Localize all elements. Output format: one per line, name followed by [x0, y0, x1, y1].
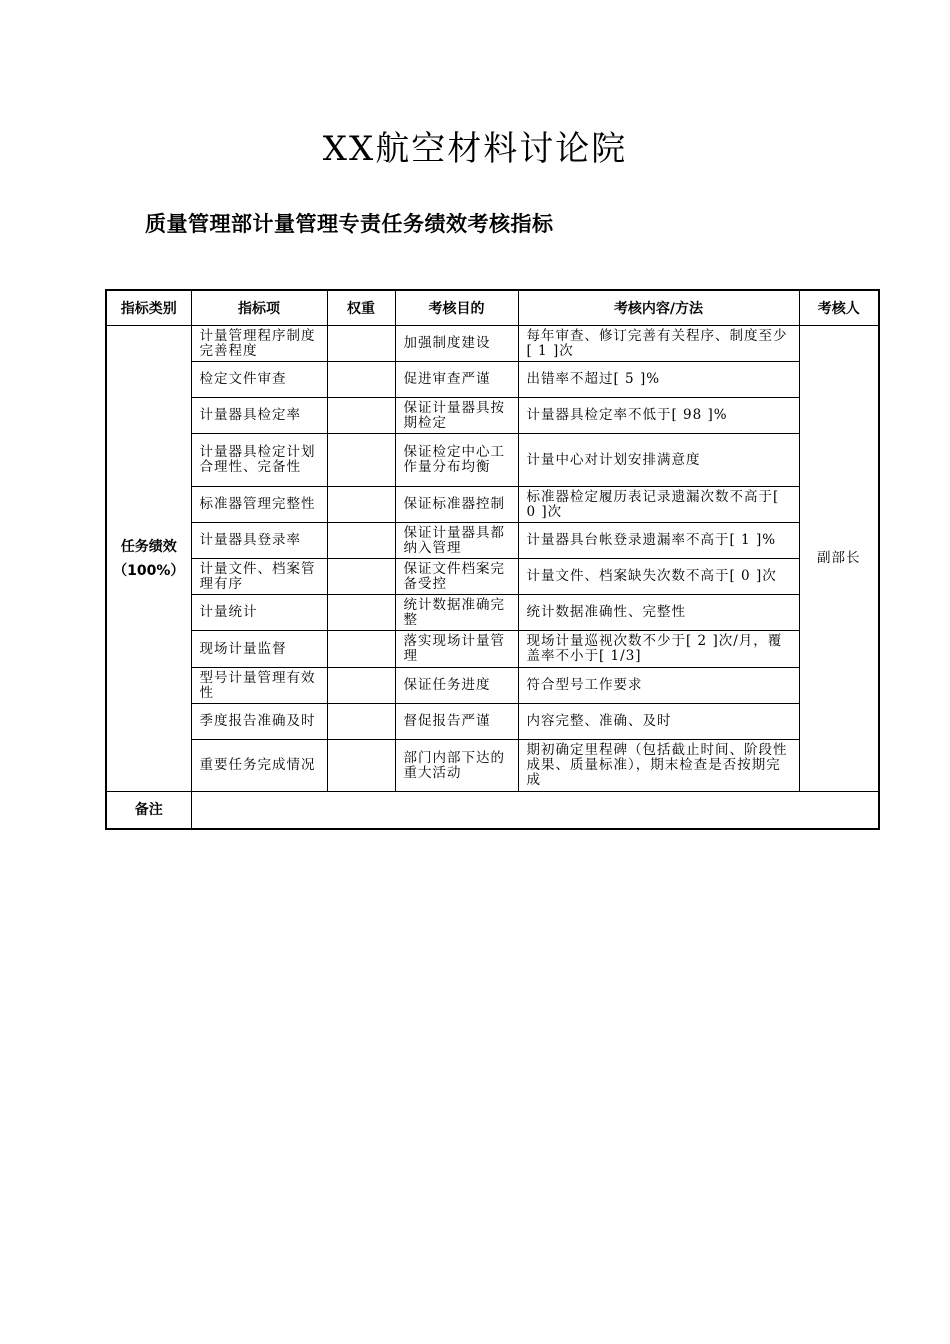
indicator-item: 计量统计 [191, 595, 327, 631]
purpose-cell: 保证任务进度 [395, 668, 518, 704]
method-cell: 内容完整、准确、及时 [518, 704, 799, 740]
table-row [106, 398, 879, 434]
remark-value[interactable] [191, 792, 879, 830]
indicator-item: 计量器具检定计划合理性、完备性 [191, 434, 327, 487]
method-cell: 期初确定里程碑（包括截止时间、阶段性成果、质量标准），期末检查是否按期完成 [518, 740, 799, 792]
weight-cell [327, 559, 395, 595]
indicator-item: 检定文件审查 [191, 362, 327, 398]
header-purpose: 考核目的 [395, 290, 518, 326]
table-row [106, 523, 879, 559]
purpose-cell: 保证计量器具按期检定 [395, 398, 518, 434]
weight-cell [327, 740, 395, 792]
table-row [106, 704, 879, 740]
indicator-item: 重要任务完成情况 [191, 740, 327, 792]
page-title: XX航空材料讨论院 [322, 129, 628, 169]
assessor-cell: 副部长 [799, 326, 879, 792]
purpose-cell: 统计数据准确完整 [395, 595, 518, 631]
weight-cell [327, 668, 395, 704]
purpose-cell: 保证计量器具都纳入管理 [395, 523, 518, 559]
table-row [106, 326, 879, 362]
header-weight: 权重 [327, 290, 395, 326]
purpose-cell: 督促报告严谨 [395, 704, 518, 740]
purpose-cell: 保证检定中心工作量分布均衡 [395, 434, 518, 487]
purpose-cell: 部门内部下达的重大活动 [395, 740, 518, 792]
indicator-item: 标准器管理完整性 [191, 487, 327, 523]
header-item: 指标项 [191, 290, 327, 326]
remark-label: 备注 [106, 792, 191, 830]
weight-cell [327, 326, 395, 362]
purpose-cell: 落实现场计量管理 [395, 631, 518, 668]
table-row [106, 631, 879, 668]
weight-cell [327, 487, 395, 523]
indicator-item: 计量器具检定率 [191, 398, 327, 434]
purpose-cell: 保证标准器控制 [395, 487, 518, 523]
category-cell [106, 326, 191, 792]
table-row [106, 434, 879, 487]
indicator-item: 计量管理程序制度完善程度 [191, 326, 327, 362]
purpose-cell: 促进审查严谨 [395, 362, 518, 398]
indicator-item: 型号计量管理有效性 [191, 668, 327, 704]
remark-row [106, 792, 879, 830]
method-cell: 计量器具台帐登录遗漏率不高于[ 1 ]% [518, 523, 799, 559]
indicator-item: 计量文件、档案管理有序 [191, 559, 327, 595]
table-row [106, 740, 879, 792]
purpose-cell: 保证文件档案完备受控 [395, 559, 518, 595]
document-subtitle: 质量管理部计量管理专责任务绩效考核指标 [145, 212, 554, 236]
table-row [106, 362, 879, 398]
weight-cell [327, 434, 395, 487]
method-cell: 统计数据准确性、完整性 [518, 595, 799, 631]
kpi-table [105, 289, 880, 830]
weight-cell [327, 523, 395, 559]
header-category: 指标类别 [106, 290, 191, 326]
method-cell: 现场计量巡视次数不少于[ 2 ]次/月，覆盖率不小于[ 1/3] [518, 631, 799, 668]
weight-cell [327, 595, 395, 631]
method-cell: 计量器具检定率不低于[ 98 ]% [518, 398, 799, 434]
table-row [106, 668, 879, 704]
weight-cell [327, 398, 395, 434]
method-cell: 标准器检定履历表记录遗漏次数不高于[ 0 ]次 [518, 487, 799, 523]
weight-cell [327, 362, 395, 398]
indicator-item: 现场计量监督 [191, 631, 327, 668]
method-cell: 符合型号工作要求 [518, 668, 799, 704]
method-cell: 计量中心对计划安排满意度 [518, 434, 799, 487]
table-row [106, 595, 879, 631]
indicator-item: 计量器具登录率 [191, 523, 327, 559]
table-row [106, 487, 879, 523]
weight-cell [327, 631, 395, 668]
indicator-item: 季度报告准确及时 [191, 704, 327, 740]
method-cell: 计量文件、档案缺失次数不高于[ 0 ]次 [518, 559, 799, 595]
header-method: 考核内容/方法 [518, 290, 799, 326]
table-row [106, 559, 879, 595]
purpose-cell: 加强制度建设 [395, 326, 518, 362]
method-cell: 每年审查、修订完善有关程序、制度至少[ 1 ]次 [518, 326, 799, 362]
weight-cell [327, 704, 395, 740]
table-header-row [106, 290, 879, 326]
method-cell: 出错率不超过[ 5 ]% [518, 362, 799, 398]
header-assessor: 考核人 [799, 290, 879, 326]
category-share: （100%） [113, 562, 185, 579]
category-name: 任务绩效 [120, 538, 177, 555]
